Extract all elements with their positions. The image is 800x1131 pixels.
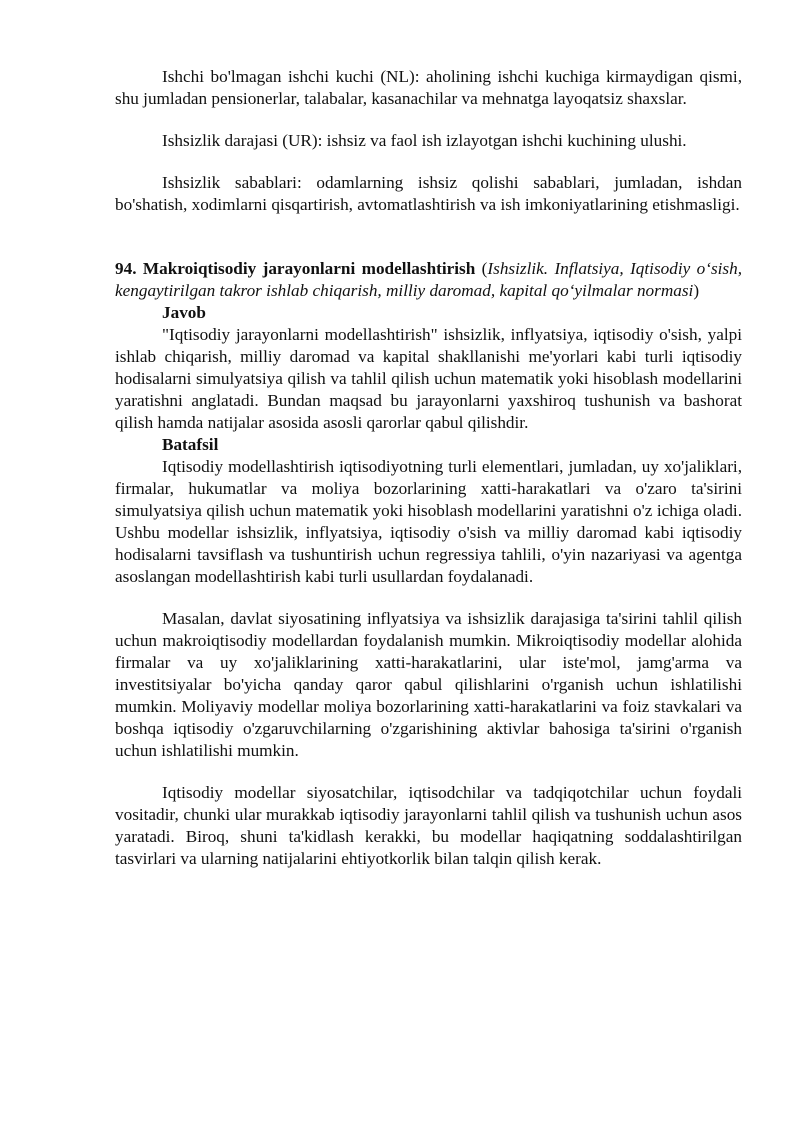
document-page [115, 66, 742, 870]
section-heading [115, 258, 742, 302]
section-title: 94. Makroiqtisodiy jarayonlarni modellashtirish [115, 259, 476, 278]
paragraph-unemployment-rate: Ishsizlik darajasi (UR): ishsiz va faol ish izlayotgan ishchi kuchining ulushi. [162, 131, 687, 150]
details-paragraph-examples: Masalan, davlat siyosatining inflyatsiya va ishsizlik darajasiga ta'sirini tahlil qilish uchun makroiqtisodiy modellardan foydalanish mumkin. Mikroiqtisodiy modellar alohida firmalar va uy xo'jaliklarining xatti-harakatlarini, ular iste'mol, jamg'arma va investitsiyalar bo'yicha qanday qaror qabul qilishlarini o'rganish uchun ishlatilishi mumkin. Moliyaviy modellar moliya bozorlarining xatti-harakatlarini va foiz stavkalari va boshqa iqtisodiy o'zgaruvchilarning o'zgarishining aktivlar bahosiga ta'sirini o'rganish uchun ishlatilishi mumkin. [115, 609, 742, 760]
section-paren-open: ( [475, 259, 488, 278]
paragraph-unemployment-causes: Ishsizlik sabablari: odamlarning ishsiz qolishi sabablari, jumladan, ishdan bo'shatish, xodimlarni qisqartirish, avtomatlashtirish va ish imkoniyatlarining etishmasligi. [115, 173, 742, 214]
details-heading: Batafsil [162, 435, 219, 454]
details-paragraph-conclusion: Iqtisodiy modellar siyosatchilar, iqtisodchilar va tadqiqotchilar uchun foydali vositadir, chunki ular murakkab iqtisodiy jarayonlarni tahlil qilish va tushunish uchun asos yaratadi. Biroq, shuni ta'kidlash kerakki, bu modellar haqiqatning soddalashtirilgan tasvirlari va ularning natijalarini ehtiyotkorlik bilan talqin qilish kerak. [115, 783, 742, 868]
section-paren-close: ) [693, 281, 700, 300]
paragraph-non-labor-force: Ishchi bo'lmagan ishchi kuchi (NL): aholining ishchi kuchiga kirmaydigan qismi, shu jumladan pensionerlar, talabalar, kasanachilar va mehnatga layoqatsiz shaxslar. [115, 67, 742, 108]
details-paragraph-modeling: Iqtisodiy modellashtirish iqtisodiyotning turli elementlari, jumladan, uy xo'jaliklari, firmalar, hukumatlar va moliya bozorlarining xatti-harakatlari va o'zaro ta'sirini simulyatsiya qilish uchun matematik yoki hisoblash modellarini yaratishni o'z ichiga oladi. Ushbu modellar ishsizlik, inflyatsiya, iqtisodiy o'sish va milliy daromad kabi iqtisodiy hodisalarni tavsiflash va tushuntirish uchun regressiya tahlili, o'yin nazariyasi va agentga asoslangan modellashtirish kabi turli usullardan foydalanadi. [115, 457, 742, 586]
section-topics: Ishsizlik. Inflatsiya, Iqtisodiy o‘sish, kengaytirilgan takror ishlab chiqarish, milliy daromad, kapital qo‘yilmalar normasi [115, 259, 742, 300]
answer-text: "Iqtisodiy jarayonlarni modellashtirish" ishsizlik, inflyatsiya, iqtisodiy o'sish, yalpi ishlab chiqarish, milliy daromad va kapital shakllanishi me'yorlari kabi turli iqtisodiy hodisalarni simulyatsiya qilish va tahlil qilish uchun matematik yoki hisoblash modellarini yaratishni anglatadi. Bundan maqsad bu jarayonlarni yaxshiroq tushunish va bashorat qilish hamda natijalar asosida asosli qarorlar qabul qilishdir. [115, 325, 742, 432]
answer-heading: Javob [162, 303, 206, 322]
